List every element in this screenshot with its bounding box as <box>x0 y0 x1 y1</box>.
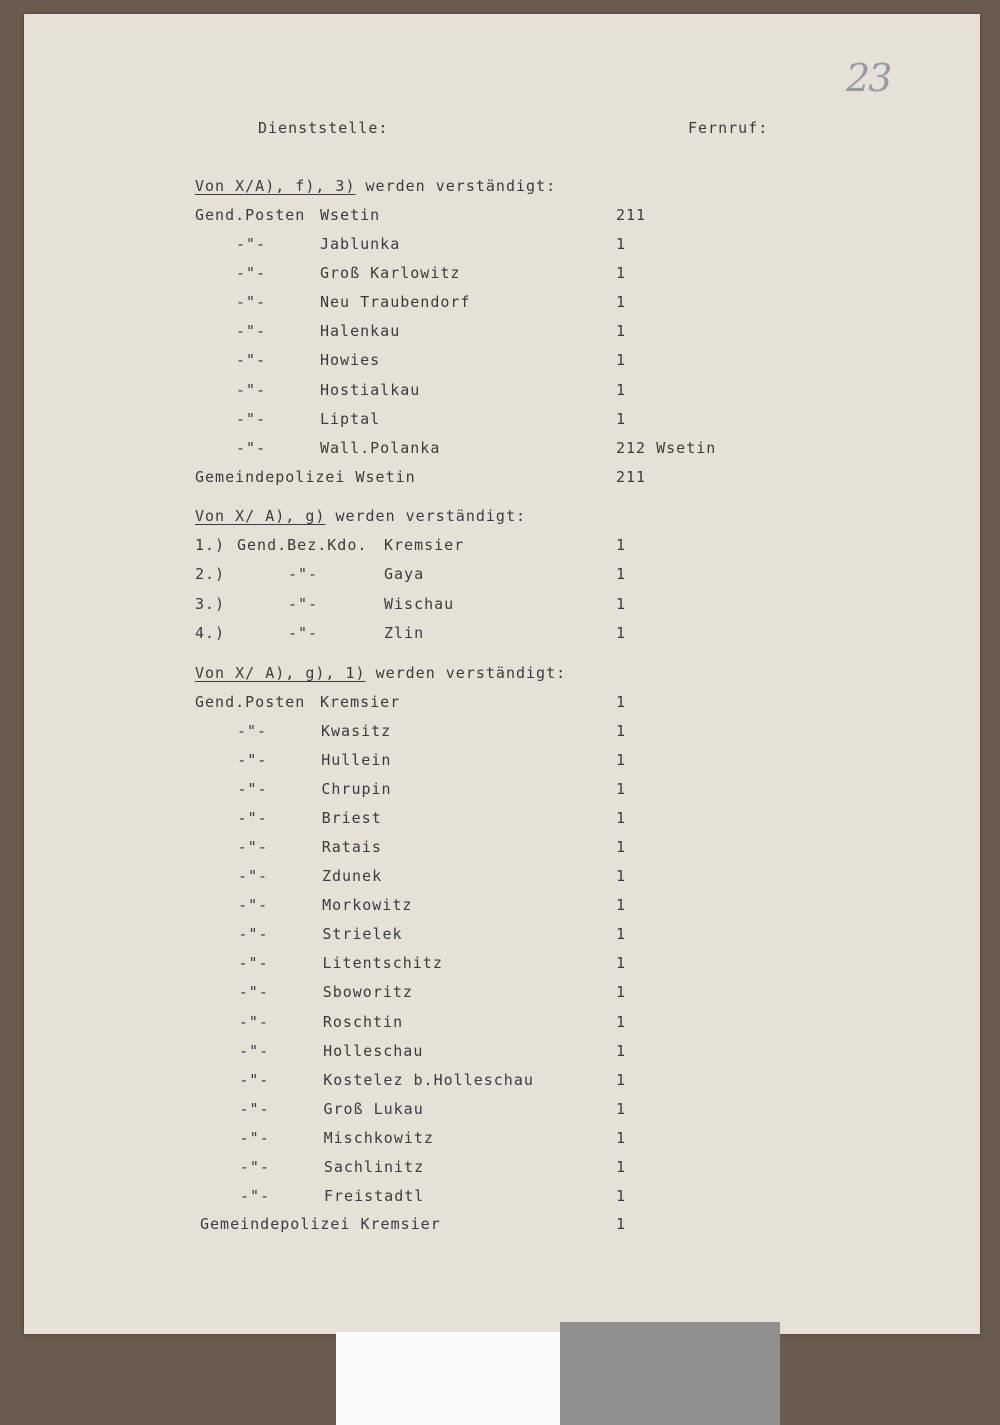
ditto-mark: -"- <box>236 322 267 341</box>
list-item-place: Chrupin <box>321 780 392 799</box>
list-item-index: 3.) <box>195 594 226 613</box>
section3-police-number: 1 <box>616 1215 627 1233</box>
list-item-number: 1 <box>616 322 627 341</box>
list-item-number: 1 <box>616 623 627 642</box>
phone-label: Fernruf: <box>688 119 769 137</box>
ditto-mark: -"- <box>237 838 268 857</box>
section3-heading-rest: werden verständigt: <box>375 664 567 682</box>
section3-first-label: Gend.Posten <box>195 693 306 711</box>
ditto-mark: -"- <box>237 722 268 740</box>
ditto-mark: -"- <box>239 1041 270 1060</box>
ditto-mark: -"- <box>236 235 267 253</box>
list-item-place: Freistadtl <box>324 1186 425 1205</box>
list-item-number: 1 <box>616 867 627 886</box>
list-item-number: 1 <box>616 594 627 613</box>
list-item-number: 1 <box>616 954 627 973</box>
list-item-index: 4.) <box>195 623 226 642</box>
ditto-mark: -"- <box>288 565 319 584</box>
list-item-place: Litentschitz <box>322 954 443 973</box>
list-item-number: 1 <box>616 264 627 283</box>
section1-police-label: Gemeindepolizei Wsetin <box>195 468 416 486</box>
ditto-mark: -"- <box>236 264 267 283</box>
ditto-mark: -"- <box>236 351 267 370</box>
ditto-mark: -"- <box>236 409 267 428</box>
list-item-number: 1 <box>616 351 627 370</box>
section1-first-label: Gend.Posten <box>195 206 306 224</box>
list-item-place: Briest <box>321 809 382 828</box>
calibration-strip-gray <box>560 1322 780 1425</box>
list-item-place: Mischkowitz <box>323 1128 434 1147</box>
section3-police-label: Gemeindepolizei Kremsier <box>200 1215 441 1233</box>
list-item-number: 1 <box>616 896 627 915</box>
list-item-number: 1 <box>616 838 627 857</box>
list-item-place: Kwasitz <box>321 722 392 740</box>
list-item-place: Howies <box>320 351 381 370</box>
list-item-place: Hostialkau <box>320 380 421 399</box>
ditto-mark: -"- <box>288 623 319 642</box>
list-item-place: Holleschau <box>323 1041 424 1060</box>
list-item-number: 1 <box>616 1041 627 1060</box>
list-item-place: Kostelez b.Holleschau <box>323 1070 534 1089</box>
list-item-place: Zlin <box>384 623 425 642</box>
section1-police-number: 211 <box>616 468 647 486</box>
list-item-place: Wischau <box>384 594 455 613</box>
list-item-place: Morkowitz <box>322 896 413 915</box>
section3-heading <box>195 663 566 683</box>
list-item-place: Gaya <box>384 565 425 584</box>
section1-first-place: Wsetin <box>320 206 381 224</box>
list-item-number: 1 <box>616 1099 627 1118</box>
section3-first-number: 1 <box>616 693 627 711</box>
list-item-number: 1 <box>616 1128 627 1147</box>
list-item-place: Jablunka <box>320 235 401 253</box>
list-item-place: Zdunek <box>321 867 383 886</box>
list-item-number: 1 <box>616 751 627 770</box>
list-item-place: Strielek <box>322 925 403 944</box>
ditto-mark: -"- <box>236 438 267 457</box>
ditto-mark: -"- <box>237 809 268 828</box>
ditto-mark: -"- <box>239 1157 270 1176</box>
list-item-number: 1 <box>616 235 627 253</box>
list-item-place: Neu Traubendorf <box>320 293 471 312</box>
list-item-place: Liptal <box>320 409 381 428</box>
section1-heading-ref: Von X/A), f), 3) <box>195 177 356 195</box>
ditto-mark: -"- <box>240 1186 271 1205</box>
list-item-number: 1 <box>616 722 627 740</box>
ditto-mark: -"- <box>236 293 267 312</box>
section1-first-number: 211 <box>616 206 647 224</box>
list-item-number: 1 <box>616 380 627 399</box>
ditto-mark: -"- <box>239 1070 270 1089</box>
list-item-place: Sachlinitz <box>323 1157 425 1176</box>
ditto-mark: -"- <box>238 1012 269 1031</box>
list-item-number: 1 <box>616 1070 627 1089</box>
list-item-number: 1 <box>616 983 627 1002</box>
ditto-mark: -"- <box>237 867 269 886</box>
ditto-mark: -"- <box>238 983 269 1002</box>
list-item-index: 1.) <box>195 536 226 554</box>
list-item-place: Ratais <box>321 838 382 857</box>
list-item-place: Kremsier <box>384 536 465 554</box>
ditto-mark: -"- <box>238 954 269 973</box>
list-item-number: 1 <box>616 1157 627 1176</box>
page-number: 23 <box>846 56 891 100</box>
list-item-number: 1 <box>616 409 627 428</box>
list-item-number: 1 <box>616 293 627 312</box>
list-item-place: Halenkau <box>320 322 401 341</box>
ditto-mark: -"- <box>239 1099 270 1118</box>
list-item-place: Sboworitz <box>322 983 413 1002</box>
list-item-place: Hullein <box>321 751 392 770</box>
section3-first-place: Kremsier <box>320 693 401 711</box>
section2-heading <box>195 506 526 526</box>
list-item-place: Groß Lukau <box>323 1099 424 1118</box>
list-item-index: 2.) <box>195 565 226 584</box>
ditto-mark: -"- <box>238 896 269 915</box>
section1-heading <box>195 176 556 196</box>
list-item-number: 212 Wsetin <box>616 438 717 457</box>
section2-heading-ref: Von X/ A), g) <box>195 507 326 525</box>
section3-heading-ref: Von X/ A), g), 1) <box>195 664 366 682</box>
ditto-mark: -"- <box>288 594 319 613</box>
list-item-label: Gend.Bez.Kdo. <box>237 536 368 554</box>
list-item-place: Roschtin <box>322 1012 404 1031</box>
list-item-place: Groß Karlowitz <box>320 264 461 283</box>
list-item-place: Wall.Polanka <box>320 438 441 457</box>
ditto-mark: -"- <box>238 925 269 944</box>
section1-heading-rest: werden verständigt: <box>365 177 557 195</box>
list-item-number: 1 <box>616 565 627 584</box>
ditto-mark: -"- <box>239 1128 270 1147</box>
ditto-mark: -"- <box>237 780 268 799</box>
list-item-number: 1 <box>616 1012 627 1031</box>
list-item-number: 1 <box>616 1186 627 1205</box>
list-item-number: 1 <box>616 536 627 554</box>
list-item-number: 1 <box>616 925 627 944</box>
office-label: Dienststelle: <box>258 119 389 137</box>
ditto-mark: -"- <box>236 380 267 399</box>
ditto-mark: -"- <box>237 751 268 770</box>
section2-heading-rest: werden verständigt: <box>335 507 527 525</box>
calibration-strip-white <box>336 1332 560 1425</box>
list-item-number: 1 <box>616 809 627 828</box>
list-item-number: 1 <box>616 780 627 799</box>
